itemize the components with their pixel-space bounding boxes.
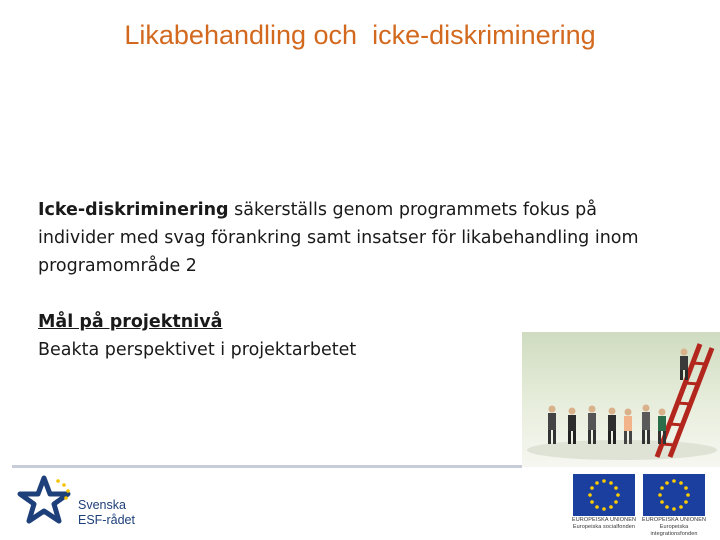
ladder-photo (522, 332, 720, 467)
paragraph-1-bold: Icke-diskriminering (38, 200, 229, 220)
goal-heading: Mål på projektnivå (38, 312, 223, 332)
eu-caption-1-line-1: EUROPEISKA UNIONEN (571, 517, 637, 523)
eu-caption-2 (639, 517, 709, 538)
paragraph-1-rest: säkerställs genom programmets fokus på individer med svag förankring samt insatser för likabehandling inom programområde 2 (38, 200, 639, 276)
eu-caption-1-line-2: Europeiska socialfonden (572, 524, 636, 530)
paragraph-1 (38, 196, 658, 280)
figurines-ladder-illustration (522, 332, 720, 467)
esf-logo-line-1: Svenska (78, 498, 126, 512)
esf-logo-line-2: ESF-rådet (78, 513, 135, 527)
eu-caption-2-line-2: Europeiska integrationsfonden (650, 524, 698, 537)
goal-text: Beakta perspektivet i projektarbetet (38, 340, 357, 360)
eu-flag-icon (573, 474, 635, 516)
eu-caption-1 (569, 517, 639, 531)
slide-title: Likabehandling och icke-diskriminering (124, 20, 596, 50)
eu-caption-2-line-1: EUROPEISKA UNIONEN (641, 517, 707, 523)
eu-flag-icon (643, 474, 705, 516)
eu-stars-ring (643, 474, 705, 516)
footer-divider (12, 465, 522, 468)
eu-stars-ring (573, 474, 635, 516)
esf-logo-text (78, 498, 135, 528)
